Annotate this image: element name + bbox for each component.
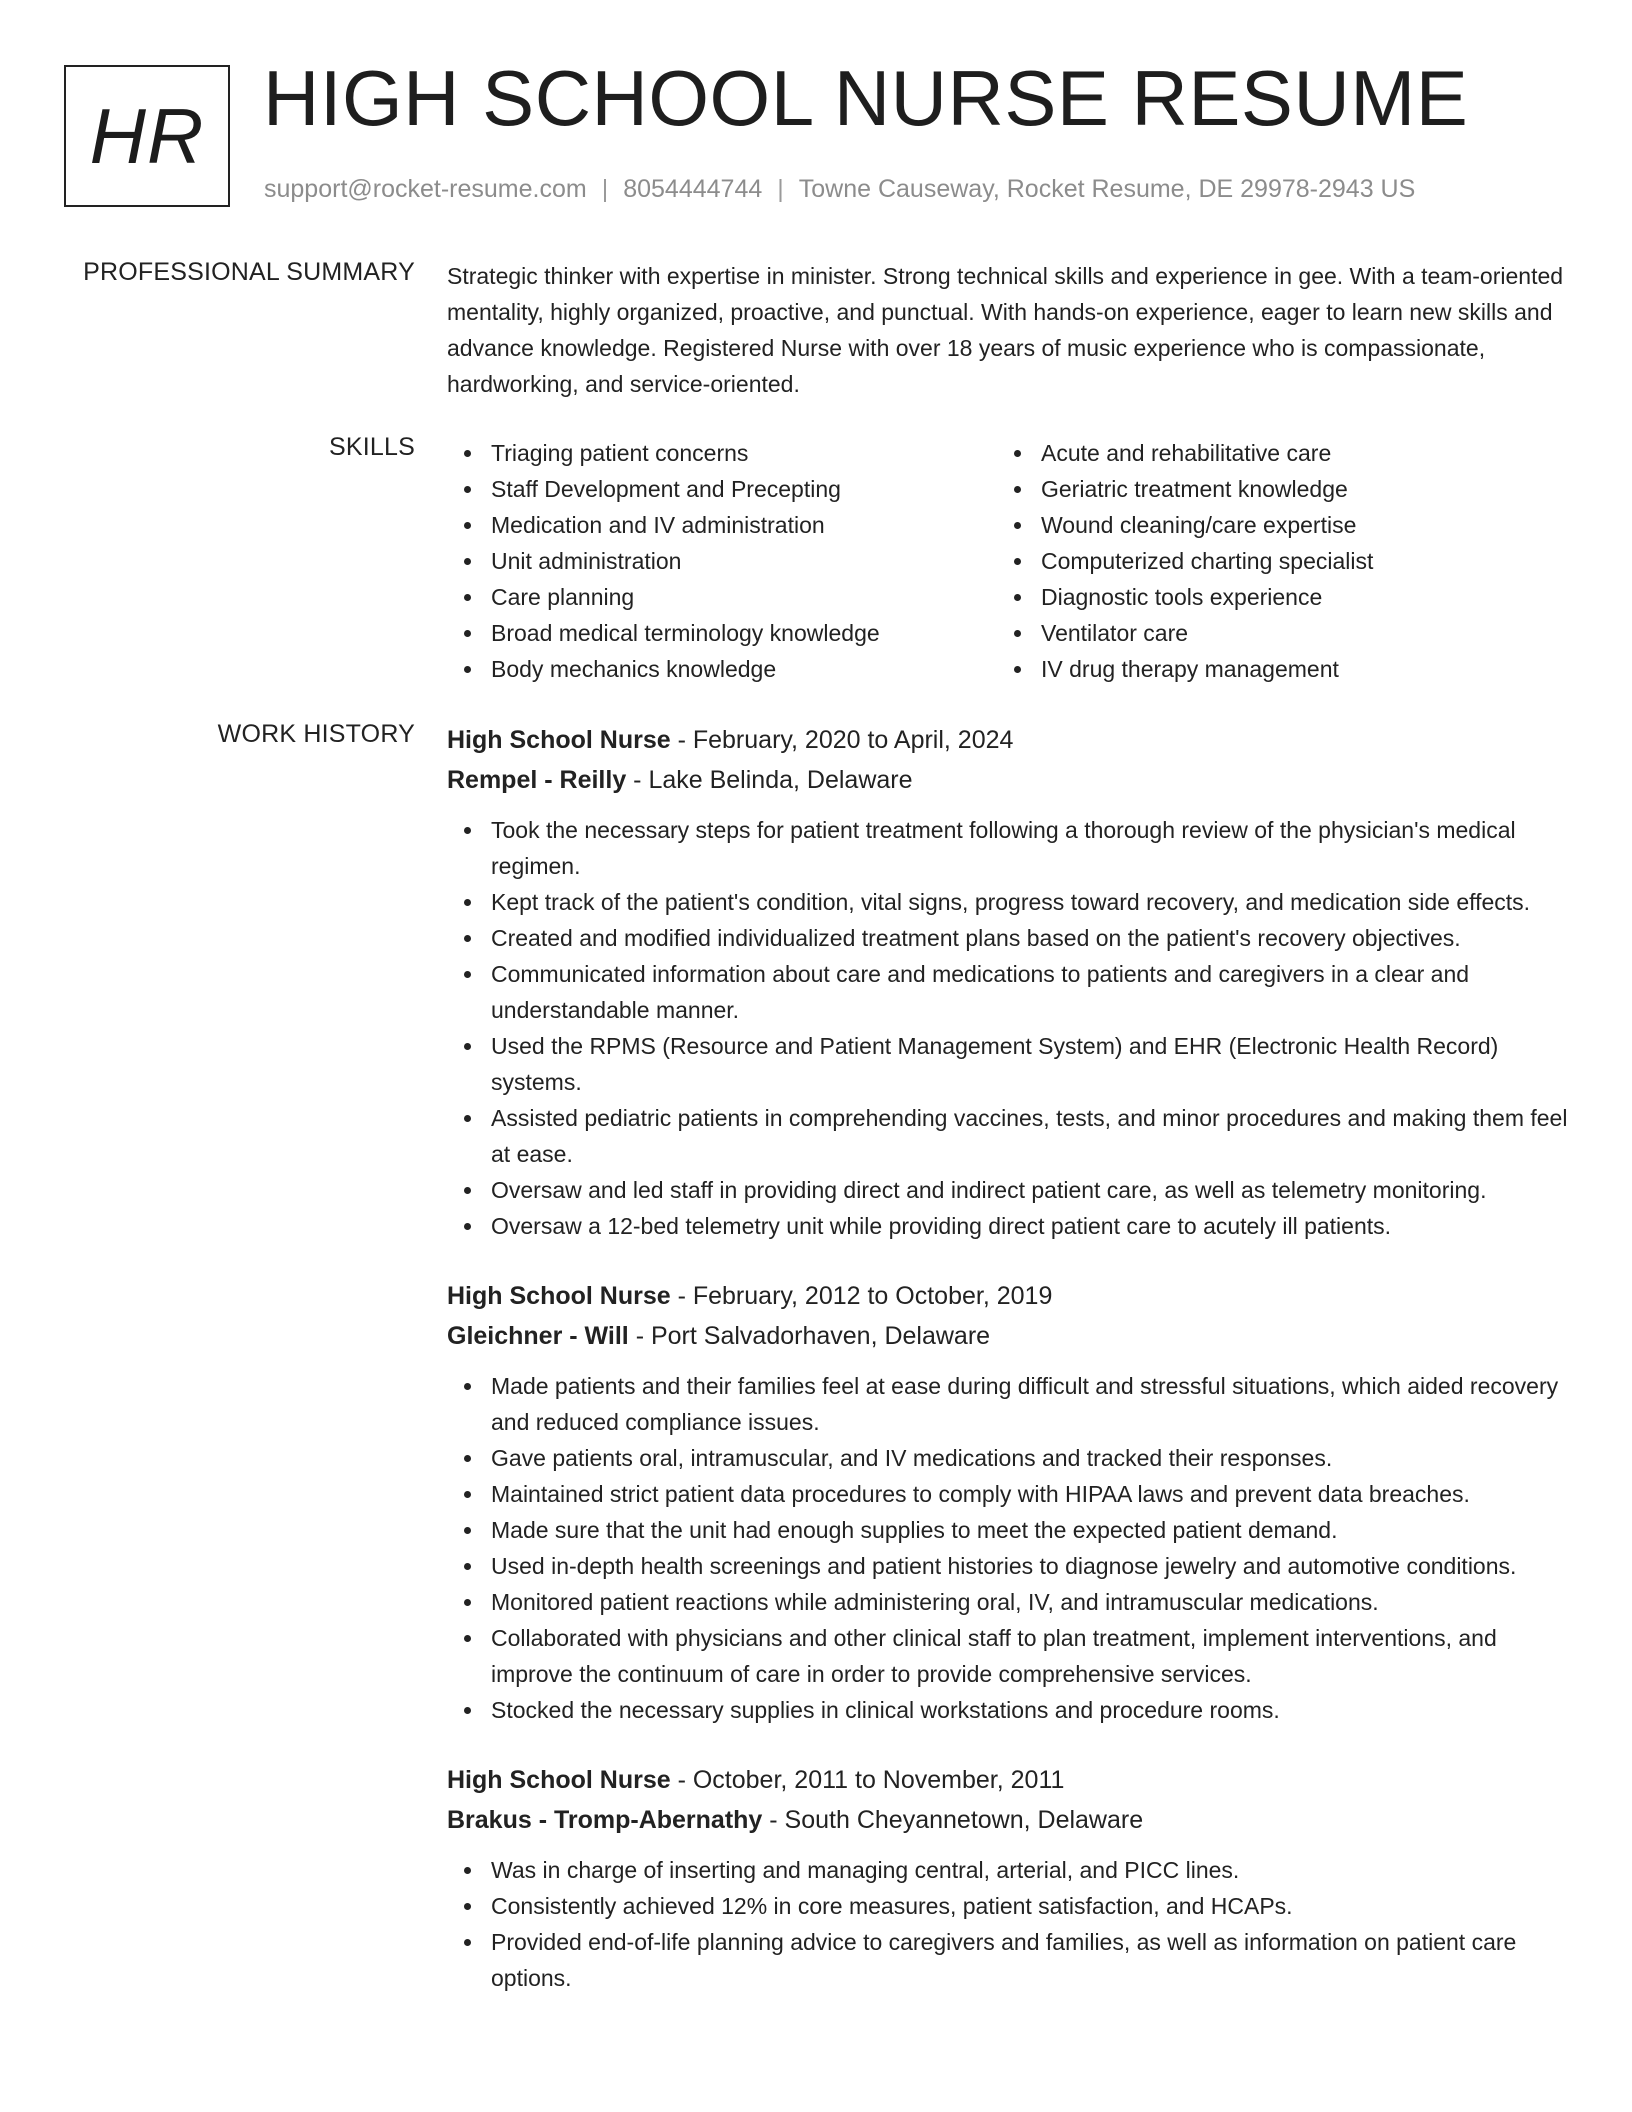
- skill-item: Wound cleaning/care expertise: [997, 507, 1547, 543]
- job-title-line: [447, 1760, 1572, 1800]
- job-company: Gleichner - Will: [447, 1322, 629, 1350]
- job-bullet: Created and modified individualized treatment plans based on the patient's recovery objectives.: [447, 920, 1572, 956]
- skill-item: Medication and IV administration: [447, 507, 997, 543]
- job-bullet: Kept track of the patient's condition, vital signs, progress toward recovery, and medication side effects.: [447, 884, 1572, 920]
- job-company: Brakus - Tromp-Abernathy: [447, 1806, 763, 1834]
- summary-text: Strategic thinker with expertise in minister. Strong technical skills and experience in gee. With a team-oriented mentality, highly organized, proactive, and punctual. With hands-on experience, eager to learn new skills and advance knowledge. Registered Nurse with over 18 years of music experience who is compassionate, hardworking, and service-oriented.: [447, 263, 1564, 397]
- skills-column-left: [447, 435, 997, 687]
- skill-item: Geriatric treatment knowledge: [997, 471, 1547, 507]
- job-bullet: Took the necessary steps for patient treatment following a thorough review of the physician's medical regimen.: [447, 812, 1572, 884]
- job-bullets: [447, 1368, 1572, 1728]
- skill-item: Acute and rehabilitative care: [997, 435, 1547, 471]
- contact-address: Towne Causeway, Rocket Resume, DE 29978-2943 US: [798, 175, 1416, 203]
- job-title-line: [447, 720, 1572, 760]
- skill-item: Staff Development and Precepting: [447, 471, 997, 507]
- job-company-line: [447, 1800, 1572, 1840]
- skills-section: [447, 435, 1572, 687]
- resume-title: HIGH SCHOOL NURSE RESUME: [263, 54, 1469, 142]
- contact-line: [264, 175, 1415, 204]
- job-bullet: Monitored patient reactions while administering oral, IV, and intramuscular medications.: [447, 1584, 1572, 1620]
- job-bullets: [447, 1852, 1572, 1996]
- skill-item: Triaging patient concerns: [447, 435, 997, 471]
- job-company-line: [447, 760, 1572, 800]
- job-bullet: Made sure that the unit had enough supplies to meet the expected patient demand.: [447, 1512, 1572, 1548]
- job-bullet: Oversaw and led staff in providing direct and indirect patient care, as well as telemetry monitoring.: [447, 1172, 1572, 1208]
- job-location: - Lake Belinda, Delaware: [626, 766, 913, 794]
- skill-item: Computerized charting specialist: [997, 543, 1547, 579]
- job-location: - Port Salvadorhaven, Delaware: [628, 1322, 991, 1350]
- summary-heading: PROFESSIONAL SUMMARY: [83, 258, 415, 286]
- job-bullet: Provided end-of-life planning advice to caregivers and families, as well as information on patient care options.: [447, 1924, 1572, 1996]
- job-bullet: Oversaw a 12-bed telemetry unit while providing direct patient care to acutely ill patients.: [447, 1208, 1572, 1244]
- skill-item: Body mechanics knowledge: [447, 651, 997, 687]
- job-title-line: [447, 1276, 1572, 1316]
- skill-item: Ventilator care: [997, 615, 1547, 651]
- job-bullet: Made patients and their families feel at ease during difficult and stressful situations, which aided recovery and reduced compliance issues.: [447, 1368, 1572, 1440]
- contact-separator: |: [601, 175, 609, 203]
- job-location: - South Cheyannetown, Delaware: [762, 1806, 1144, 1834]
- skill-item: Unit administration: [447, 543, 997, 579]
- job-title: High School Nurse: [447, 1282, 671, 1310]
- work-history-section: [447, 720, 1572, 2028]
- skills-columns: [447, 435, 1572, 687]
- job-dates: - February, 2020 to April, 2024: [670, 726, 1014, 754]
- skill-item: Care planning: [447, 579, 997, 615]
- job-dates: - October, 2011 to November, 2011: [670, 1766, 1065, 1794]
- skill-item: Broad medical terminology knowledge: [447, 615, 997, 651]
- skills-column-right: [997, 435, 1547, 687]
- job-dates: - February, 2012 to October, 2019: [670, 1282, 1053, 1310]
- job-bullet: Assisted pediatric patients in comprehending vaccines, tests, and minor procedures and making them feel at ease.: [447, 1100, 1572, 1172]
- job-entry: [447, 1276, 1572, 1728]
- contact-email: support@rocket-resume.com: [264, 175, 587, 203]
- job-bullet: Stocked the necessary supplies in clinical workstations and procedure rooms.: [447, 1692, 1572, 1728]
- job-bullet: Used in-depth health screenings and patient histories to diagnose jewelry and automotive conditions.: [447, 1548, 1572, 1584]
- job-bullet: Was in charge of inserting and managing central, arterial, and PICC lines.: [447, 1852, 1572, 1888]
- job-bullet: Gave patients oral, intramuscular, and IV medications and tracked their responses.: [447, 1440, 1572, 1476]
- job-bullet: Communicated information about care and medications to patients and caregivers in a clear and understandable manner.: [447, 956, 1572, 1028]
- job-company-line: [447, 1316, 1572, 1356]
- job-entry: [447, 720, 1572, 1244]
- skills-heading: SKILLS: [329, 433, 415, 461]
- skill-item: Diagnostic tools experience: [997, 579, 1547, 615]
- job-bullet: Maintained strict patient data procedures to comply with HIPAA laws and prevent data breaches.: [447, 1476, 1572, 1512]
- job-title: High School Nurse: [447, 726, 671, 754]
- job-entry: [447, 1760, 1572, 1996]
- job-title: High School Nurse: [447, 1766, 671, 1794]
- job-bullet: Used the RPMS (Resource and Patient Management System) and EHR (Electronic Health Record) systems.: [447, 1028, 1572, 1100]
- skill-item: IV drug therapy management: [997, 651, 1547, 687]
- monogram-logo: HR: [64, 65, 230, 207]
- work-history-heading: WORK HISTORY: [217, 720, 415, 748]
- contact-separator: |: [777, 175, 784, 203]
- job-bullet: Collaborated with physicians and other clinical staff to plan treatment, implement interventions, and improve the continuum of care in order to provide comprehensive services.: [447, 1620, 1572, 1692]
- job-company: Rempel - Reilly: [447, 766, 627, 794]
- job-bullets: [447, 812, 1572, 1244]
- job-bullet: Consistently achieved 12% in core measures, patient satisfaction, and HCAPs.: [447, 1888, 1572, 1924]
- contact-phone: 8054444744: [623, 175, 763, 203]
- summary-section: [447, 258, 1572, 402]
